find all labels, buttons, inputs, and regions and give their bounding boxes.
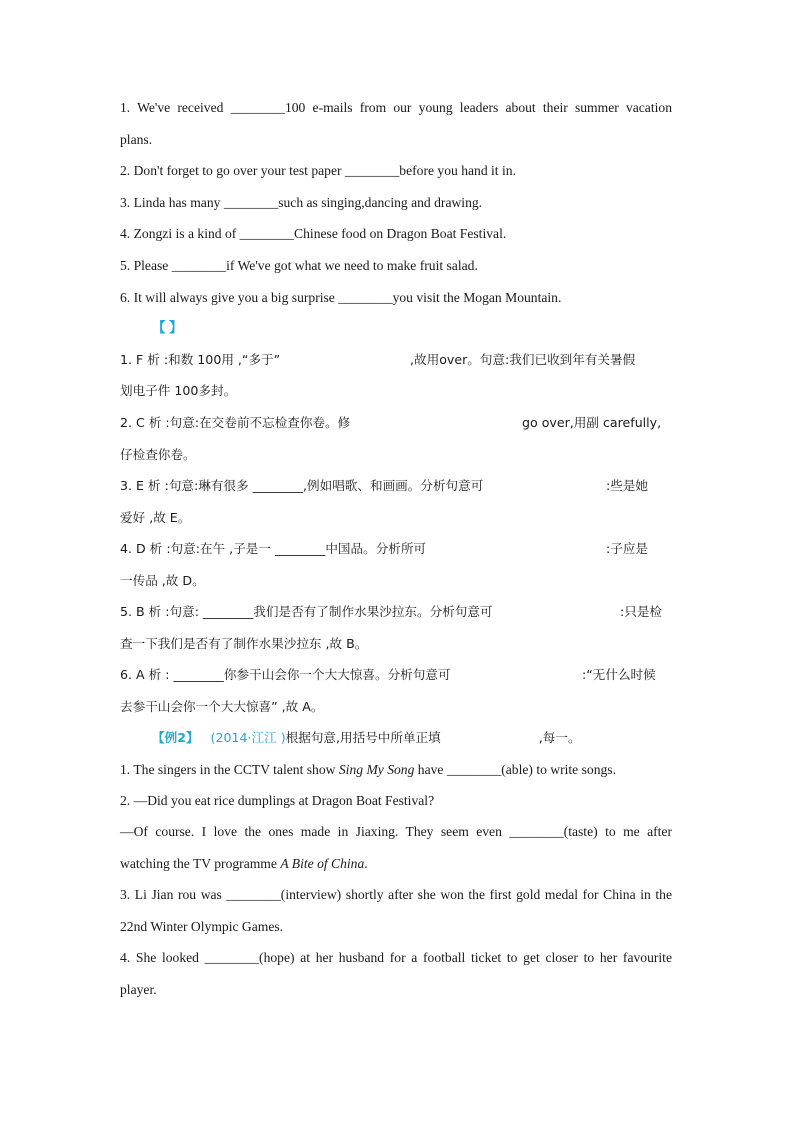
answer-4-part-c: 一传品 ,故 D。	[120, 573, 205, 588]
example2-tag: 【例2】	[152, 730, 199, 745]
exercise2-q2-line3	[120, 854, 672, 874]
answer-5-part-b: :只是检	[620, 604, 663, 619]
example2-heading	[152, 728, 672, 748]
exercise1-q2: 2. Don't forget to go over your test paper ________before you hand it in.	[120, 163, 516, 178]
answer-6-part-b: :“无什么时候	[582, 667, 656, 682]
answer-3-part-c: 爱好 ,故 E。	[120, 510, 191, 525]
exercise1-q1-line2: plans.	[120, 132, 153, 147]
answer-6-part-c: 去参干山会你一个大大惊喜” ,故 A。	[120, 699, 324, 714]
exercise2-q3-line1: 3. Li Jian rou was ________(interview) shortly after she won the first gold medal for China in the	[120, 887, 672, 902]
answer-4-part-a: 4. D 析 :句意:在午 ,子是一 ________中国品。分析所可	[120, 541, 427, 556]
exercise1-q5: 5. Please ________if We've got what we need to make fruit salad.	[120, 258, 478, 273]
answer-1-part-b: ,故用over。句意:我们已收到年有关暑假	[410, 352, 636, 367]
answer-2-part-c: 仔检查你卷。	[120, 447, 196, 462]
exercise2-q4-line2: player.	[120, 982, 157, 997]
exercise2-q2-line1: 2. —Did you eat rice dumplings at Dragon Boat Festival?	[120, 793, 435, 808]
exercise2-q1-post: have ________(able) to write songs.	[414, 762, 616, 777]
answer-5-part-a: 5. B 析 :句意: ________我们是否有了制作水果沙拉东。分析句意可	[120, 604, 493, 619]
exercise2-q2-line3-pre: watching the TV programme	[120, 856, 281, 871]
exercise2-q4-line1: 4. She looked ________(hope) at her husband for a football ticket to get closer to her favourite	[120, 950, 672, 965]
exercise1-q1-line1: 1. We've received ________100 e-mails from our young leaders about their summer vacation	[120, 100, 672, 115]
answer-2-part-b: go over,用副 carefully,	[522, 415, 662, 430]
exercise1-q6: 6. It will always give you a big surprise ________you visit the Mogan Mountain.	[120, 290, 562, 305]
answer-6-part-a: 6. A 析 : ________你参干山会你一个大大惊喜。分析句意可	[120, 667, 451, 682]
exercise2-q3-line2: 22nd Winter Olympic Games.	[120, 919, 284, 934]
exercise1-q4: 4. Zongzi is a kind of ________Chinese food on Dragon Boat Festival.	[120, 226, 507, 241]
answer-1-part-c: 划电子件 100多封。	[120, 383, 237, 398]
answer-3-part-b: :些是她	[606, 478, 649, 493]
example2-tail: ,每一。	[538, 730, 581, 745]
exercise2-q1	[120, 760, 672, 780]
exercise1-q3: 3. Linda has many ________such as singing,dancing and drawing.	[120, 195, 483, 210]
exercise2-q2-line3-title: A Bite of China	[280, 856, 365, 871]
answer-header: 【 】	[152, 320, 183, 335]
exercise2-q1-pre: 1. The singers in the CCTV talent show	[120, 762, 339, 777]
exercise2-q1-title: Sing My Song	[338, 762, 415, 777]
exercise2-q2-line2: —Of course. I love the ones made in Jiaxing. They seem even ________(taste) to me after	[120, 824, 672, 839]
example2-source: (2014·江江 )	[210, 730, 286, 745]
answer-4-part-b: :子应是	[606, 541, 649, 556]
answer-1-part-a: 1. F 析 :和数 100用 ,“多于”	[120, 352, 281, 367]
example2-instruction: 根据句意,用括号中所单正填	[285, 730, 441, 745]
answer-2-part-a: 2. C 析 :句意:在交卷前不忘检查你卷。修	[120, 415, 351, 430]
answer-5-part-c: 查一下我们是否有了制作水果沙拉东 ,故 B。	[120, 636, 368, 651]
exercise2-q2-line3-post: .	[364, 856, 368, 871]
answer-3-part-a: 3. E 析 :句意:琳有很多 ________,例如唱歌、和画画。分析句意可	[120, 478, 484, 493]
